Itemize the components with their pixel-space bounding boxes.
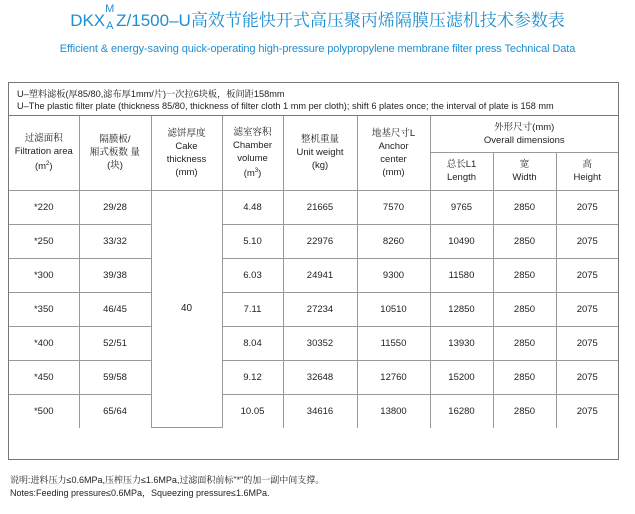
cell-width: 2850 [493,394,556,428]
cell-chamber: 6.03 [222,258,283,292]
cell-plates: 46/45 [79,292,151,326]
header-unit-weight: 整机重量 Unit weight (kg) [283,116,357,190]
table-row [9,190,618,224]
cell-chamber: 5.10 [222,224,283,258]
cell-plates: 65/64 [79,394,151,428]
cell-height: 2075 [556,258,618,292]
footnote-cn: 说明:进料压力≤0.6MPa,压榨压力≤1.6MPa,过滤面积前标"*"的加一副中间支撑。 [10,475,325,485]
header-width: 宽 Width [493,152,556,190]
page-subtitle: Efficient & energy-saving quick-operating high-pressure polypropylene membrane filter press Technical Data [59,43,576,55]
cell-anchor: 9300 [357,258,430,292]
cell-length: 15200 [430,360,493,394]
model-ma-stack [105,3,116,32]
cell-area: *350 [9,292,79,326]
cell-area: *500 [9,394,79,428]
cell-height: 2075 [556,292,618,326]
cell-anchor: 10510 [357,292,430,326]
model-code [70,3,565,32]
cell-plates: 33/32 [79,224,151,258]
cell-height: 2075 [556,326,618,360]
spec-table-frame [8,82,619,460]
title-rest: Z/1500–U高效节能快开式高压聚丙烯隔膜压滤机技术参数表 [116,11,565,30]
cell-plates: 59/58 [79,360,151,394]
cell-weight: 21665 [283,190,357,224]
cell-area: *300 [9,258,79,292]
header-length: 总长L1 Length [430,152,493,190]
table-note [9,83,618,116]
cell-length: 10490 [430,224,493,258]
model-sup-m: M [105,3,115,15]
cell-area: *250 [9,224,79,258]
cell-weight: 34616 [283,394,357,428]
cell-weight: 24941 [283,258,357,292]
table-row [9,394,618,428]
cell-area: *450 [9,360,79,394]
header-height: 高 Height [556,152,618,190]
cell-chamber: 10.05 [222,394,283,428]
cell-length: 12850 [430,292,493,326]
cell-height: 2075 [556,190,618,224]
header-anchor-center: 地基尺寸L Anchor center (mm) [357,116,430,190]
cell-height: 2075 [556,360,618,394]
cell-cake-thickness: 40 [151,190,222,428]
cell-plates: 39/38 [79,258,151,292]
cell-anchor: 11550 [357,326,430,360]
spec-table [9,116,618,428]
cell-area: *220 [9,190,79,224]
cell-length: 16280 [430,394,493,428]
header-plate-count: 隔膜板/ 厢式板数 量 (块) [79,116,151,190]
model-prefix: DKX [70,11,106,30]
table-row [9,258,618,292]
cell-width: 2850 [493,258,556,292]
cell-anchor: 12760 [357,360,430,394]
model-sub-a: A [106,20,114,32]
table-row [9,360,618,394]
cell-weight: 32648 [283,360,357,394]
cell-chamber: 4.48 [222,190,283,224]
cell-height: 2075 [556,224,618,258]
table-note-cn: U–塑料滤板(厚85/80,滤布厚1mm/片)一次拉6块板，板间距158mm [17,89,285,99]
cell-width: 2850 [493,360,556,394]
cell-width: 2850 [493,326,556,360]
footnotes [10,474,324,500]
header-cake-thickness: 滤饼厚度 Cake thickness (mm) [151,116,222,190]
cell-height: 2075 [556,394,618,428]
header-chamber-volume: 滤室容积 Chamber volume $(m^3)$ [222,116,283,190]
table-note-en: U–The plastic filter plate (thickness 85/80, thickness of filter cloth 1 mm per cloth); shift 6 plates once; the interval of plate is 158 mm [17,101,554,111]
cell-length: 9765 [430,190,493,224]
table-row [9,224,618,258]
cell-weight: 22976 [283,224,357,258]
cell-width: 2850 [493,224,556,258]
table-row [9,326,618,360]
page-title [0,3,635,32]
cell-chamber: 7.11 [222,292,283,326]
cell-weight: 30352 [283,326,357,360]
cell-chamber: 9.12 [222,360,283,394]
cell-anchor: 13800 [357,394,430,428]
cell-anchor: 7570 [357,190,430,224]
cell-weight: 27234 [283,292,357,326]
cell-plates: 29/28 [79,190,151,224]
table-row [9,292,618,326]
header-overall-dimensions: 外形尺寸(mm) Overall dimensions [430,116,618,152]
footnote-en: Notes:Feeding pressure≤0.6MPa，Squeezing pressure≤1.6MPa. [10,488,270,498]
cell-area: *400 [9,326,79,360]
cell-length: 11580 [430,258,493,292]
header-filtration-area: 过滤面积 Filtration area $(m^2)$ [9,116,79,190]
cell-width: 2850 [493,190,556,224]
cell-anchor: 8260 [357,224,430,258]
cell-plates: 52/51 [79,326,151,360]
cell-width: 2850 [493,292,556,326]
cell-chamber: 8.04 [222,326,283,360]
cell-length: 13930 [430,326,493,360]
